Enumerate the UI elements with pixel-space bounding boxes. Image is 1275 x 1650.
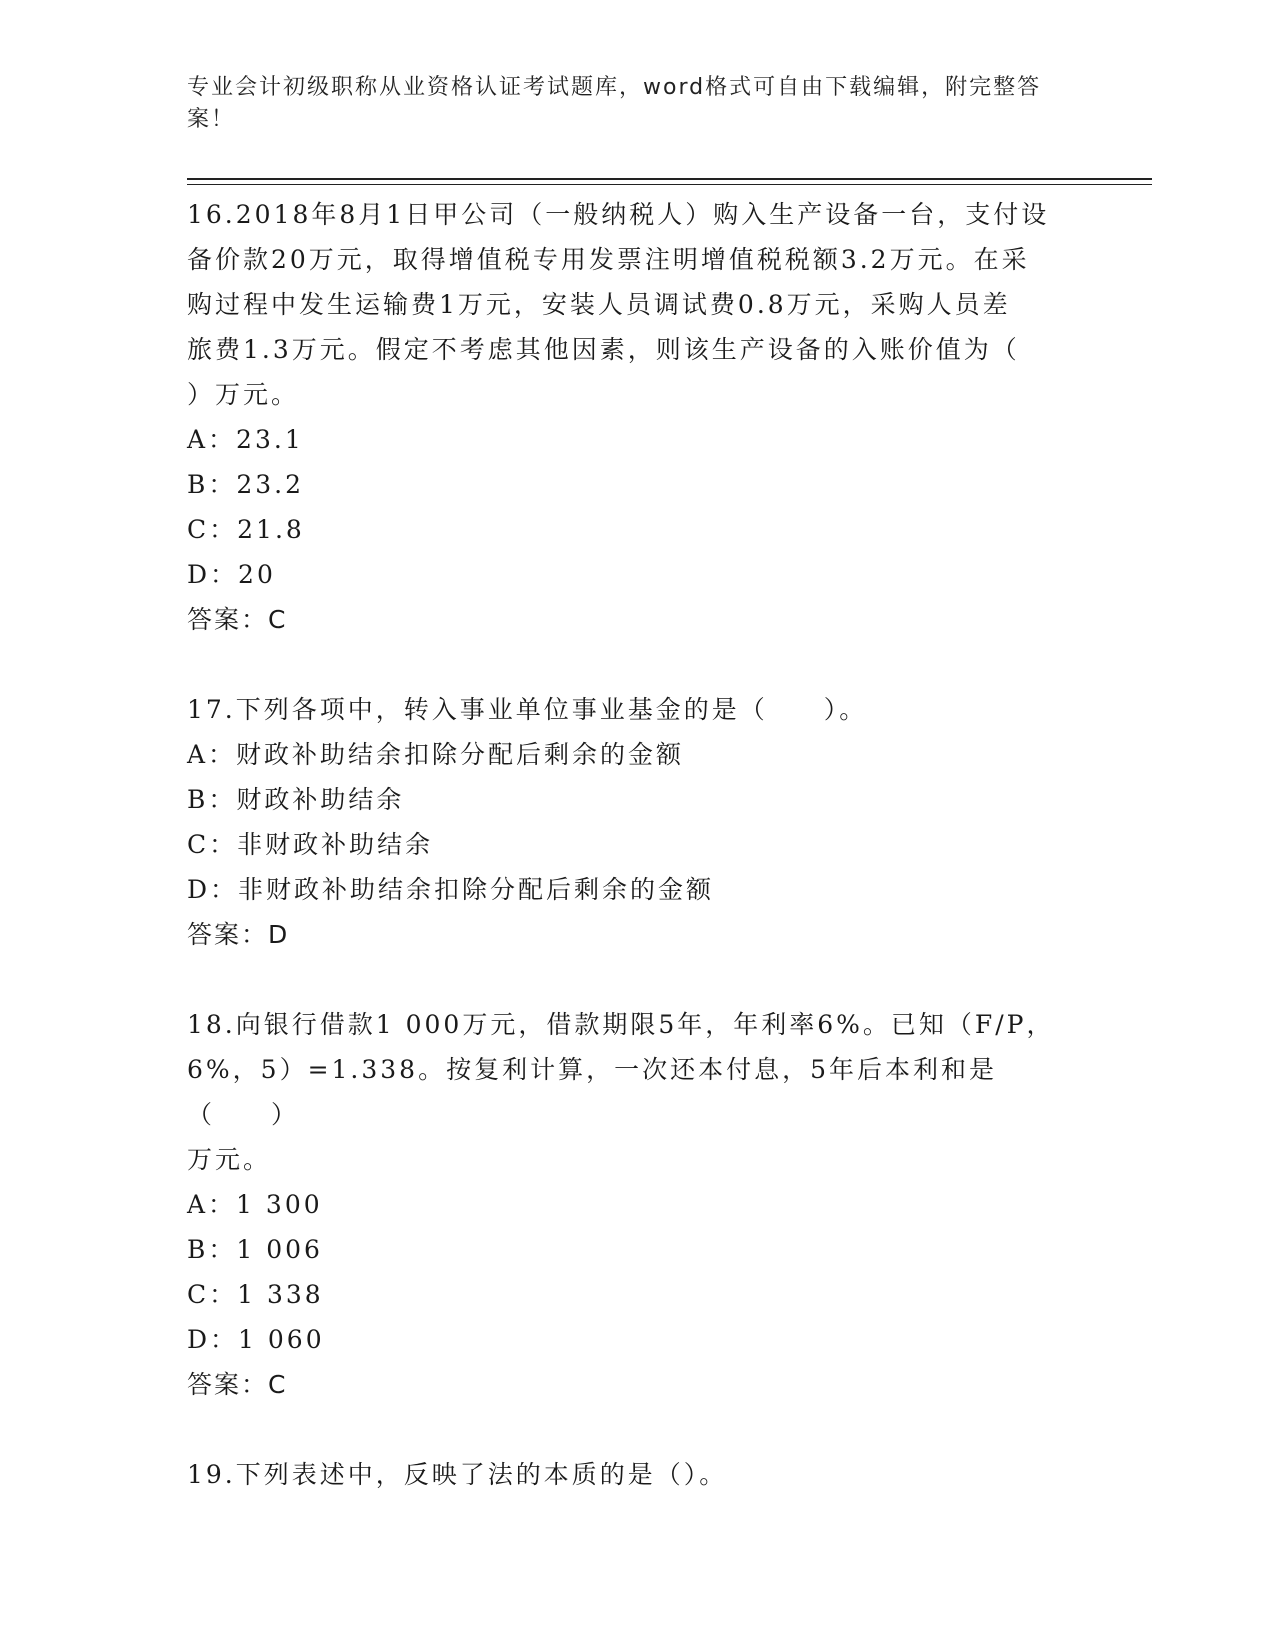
answer: 答案：D	[187, 920, 290, 949]
option-c: C：1 338	[187, 1280, 324, 1309]
question-text	[187, 1452, 1087, 1497]
answer: 答案：C	[187, 605, 288, 634]
question-list	[187, 192, 1087, 1497]
question-text	[187, 687, 1087, 732]
header-rule-thin	[187, 184, 1152, 185]
question-line: 购过程中发生运输费1万元，安装人员调试费0.8万元，采购人员差	[187, 290, 1011, 319]
option-c: C：21.8	[187, 515, 305, 544]
question-18	[187, 1002, 1087, 1407]
question-line: 备价款20万元，取得增值税专用发票注明增值税税额3.2万元。在采	[187, 245, 1030, 274]
answer: 答案：C	[187, 1370, 288, 1399]
question-19	[187, 1452, 1087, 1497]
question-16	[187, 192, 1087, 642]
spacer	[187, 957, 1087, 1002]
question-text	[187, 1002, 1087, 1182]
option-d: D：20	[187, 560, 276, 589]
question-17	[187, 687, 1087, 957]
question-line: 18.向银行借款1 000万元，借款期限5年，年利率6%。已知（F/P，	[187, 1010, 1055, 1039]
page-header	[187, 72, 1067, 136]
question-line: ）万元。	[187, 380, 300, 409]
spacer	[187, 1407, 1087, 1452]
option-b: B：23.2	[187, 470, 305, 499]
question-text	[187, 192, 1087, 417]
question-line: 16.2018年8月1日甲公司（一般纳税人）购入生产设备一台，支付设	[187, 200, 1050, 229]
option-a: A：财政补助结余扣除分配后剩余的金额	[187, 740, 685, 769]
spacer	[187, 642, 1087, 687]
option-d: D：1 060	[187, 1325, 325, 1354]
question-line: 万元。	[187, 1145, 272, 1174]
option-b: B：财政补助结余	[187, 785, 405, 814]
option-a: A：23.1	[187, 425, 304, 454]
header-line-1: 专业会计初级职称从业资格认证考试题库，word格式可自由下载编辑，附完整答	[187, 75, 1042, 100]
question-line: 旅费1.3万元。假定不考虑其他因素，则该生产设备的入账价值为（	[187, 335, 1020, 364]
option-a: A：1 300	[187, 1190, 323, 1219]
option-c: C：非财政补助结余	[187, 830, 434, 859]
option-b: B：1 006	[187, 1235, 323, 1264]
question-line: 19.下列表述中，反映了法的本质的是（）。	[187, 1460, 728, 1489]
header-rule-thick	[187, 178, 1152, 180]
question-line: 17.下列各项中，转入事业单位事业基金的是（ ）。	[187, 695, 868, 724]
option-d: D：非财政补助结余扣除分配后剩余的金额	[187, 875, 715, 904]
question-line: 6%，5）=1.338。按复利计算，一次还本付息，5年后本利和是（ ）	[187, 1055, 997, 1129]
header-line-2: 案！	[187, 107, 236, 132]
